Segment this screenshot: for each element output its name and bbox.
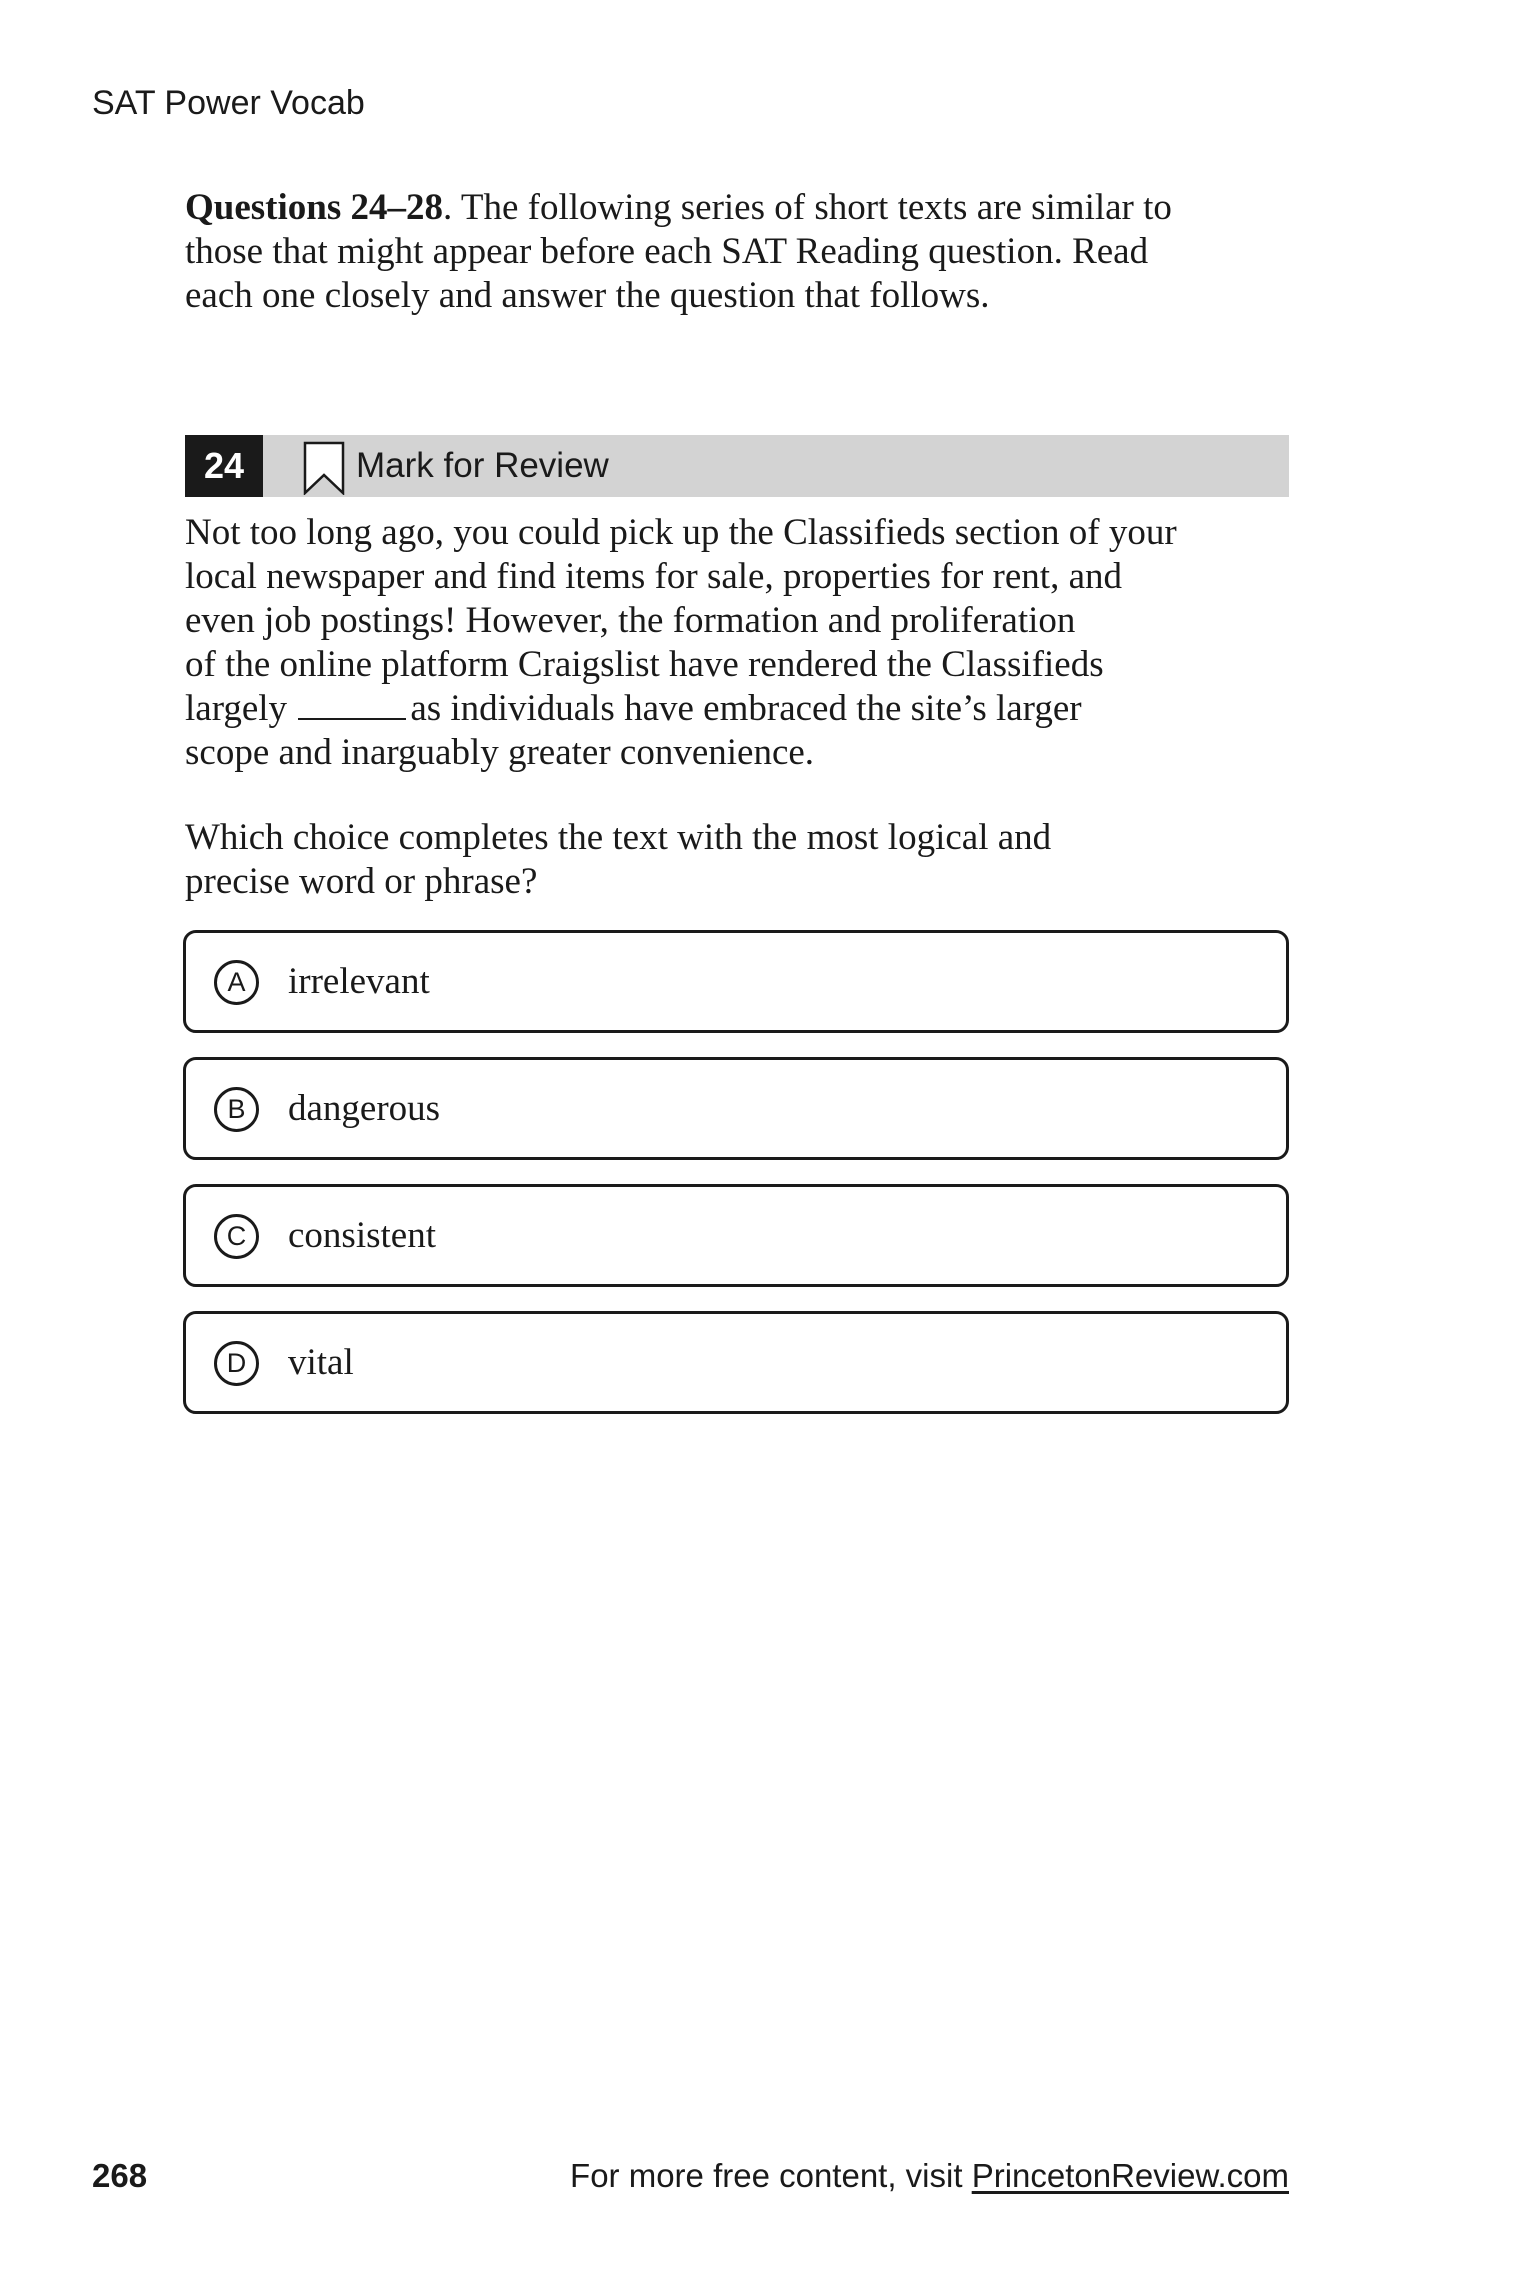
footer-text: For more free content, visit	[570, 2157, 972, 2194]
option-text: dangerous	[288, 1088, 441, 1129]
question-header-bar	[185, 435, 1289, 497]
instructions-line: each one closely and answer the question that follows.	[185, 275, 990, 316]
passage-line: local newspaper and find items for sale, properties for rent, and	[185, 556, 1122, 597]
page-number: 268	[92, 2157, 148, 2194]
instructions-line: those that might appear before each SAT Reading question. Read	[185, 231, 1149, 272]
option-text: irrelevant	[288, 961, 430, 1002]
instructions-text: . The following series of short texts are similar to	[443, 187, 1172, 228]
option-letter-circle: B	[214, 1087, 259, 1132]
option-letter-circle: D	[214, 1341, 259, 1386]
footer	[570, 2157, 1289, 2195]
option-letter-circle: C	[214, 1214, 259, 1259]
option-letter-circle: A	[214, 960, 259, 1005]
instructions	[185, 186, 1295, 318]
instructions-line	[185, 186, 1295, 230]
option-c[interactable]	[183, 1184, 1289, 1287]
question-number: 24	[185, 435, 263, 497]
option-text: vital	[288, 1342, 354, 1383]
option-d[interactable]	[183, 1311, 1289, 1414]
passage-line: Not too long ago, you could pick up the Classifieds section of your	[185, 512, 1177, 553]
passage-line: scope and inarguably greater convenience.	[185, 732, 815, 773]
princeton-review-link[interactable]: PrincetonReview.com	[971, 2157, 1289, 2194]
running-header: SAT Power Vocab	[92, 84, 365, 122]
passage-line: even job postings! However, the formation and proliferation	[185, 600, 1076, 641]
passage-text: largely	[185, 688, 288, 729]
bookmark-icon[interactable]	[302, 441, 346, 495]
option-b[interactable]	[183, 1057, 1289, 1160]
prompt-line: Which choice completes the text with the most logical and	[185, 817, 1052, 858]
option-a[interactable]	[183, 930, 1289, 1033]
prompt-line: precise word or phrase?	[185, 861, 538, 902]
passage-line	[185, 687, 1295, 731]
question-range: Questions 24–28	[185, 187, 444, 228]
question-prompt	[185, 816, 1295, 904]
passage-line: of the online platform Craigslist have rendered the Classifieds	[185, 644, 1104, 685]
answer-blank	[298, 688, 406, 720]
passage-text: as individuals have embraced the site’s larger	[410, 688, 1082, 729]
passage	[185, 511, 1295, 775]
option-text: consistent	[288, 1215, 436, 1256]
mark-for-review-button[interactable]: Mark for Review	[356, 446, 609, 485]
